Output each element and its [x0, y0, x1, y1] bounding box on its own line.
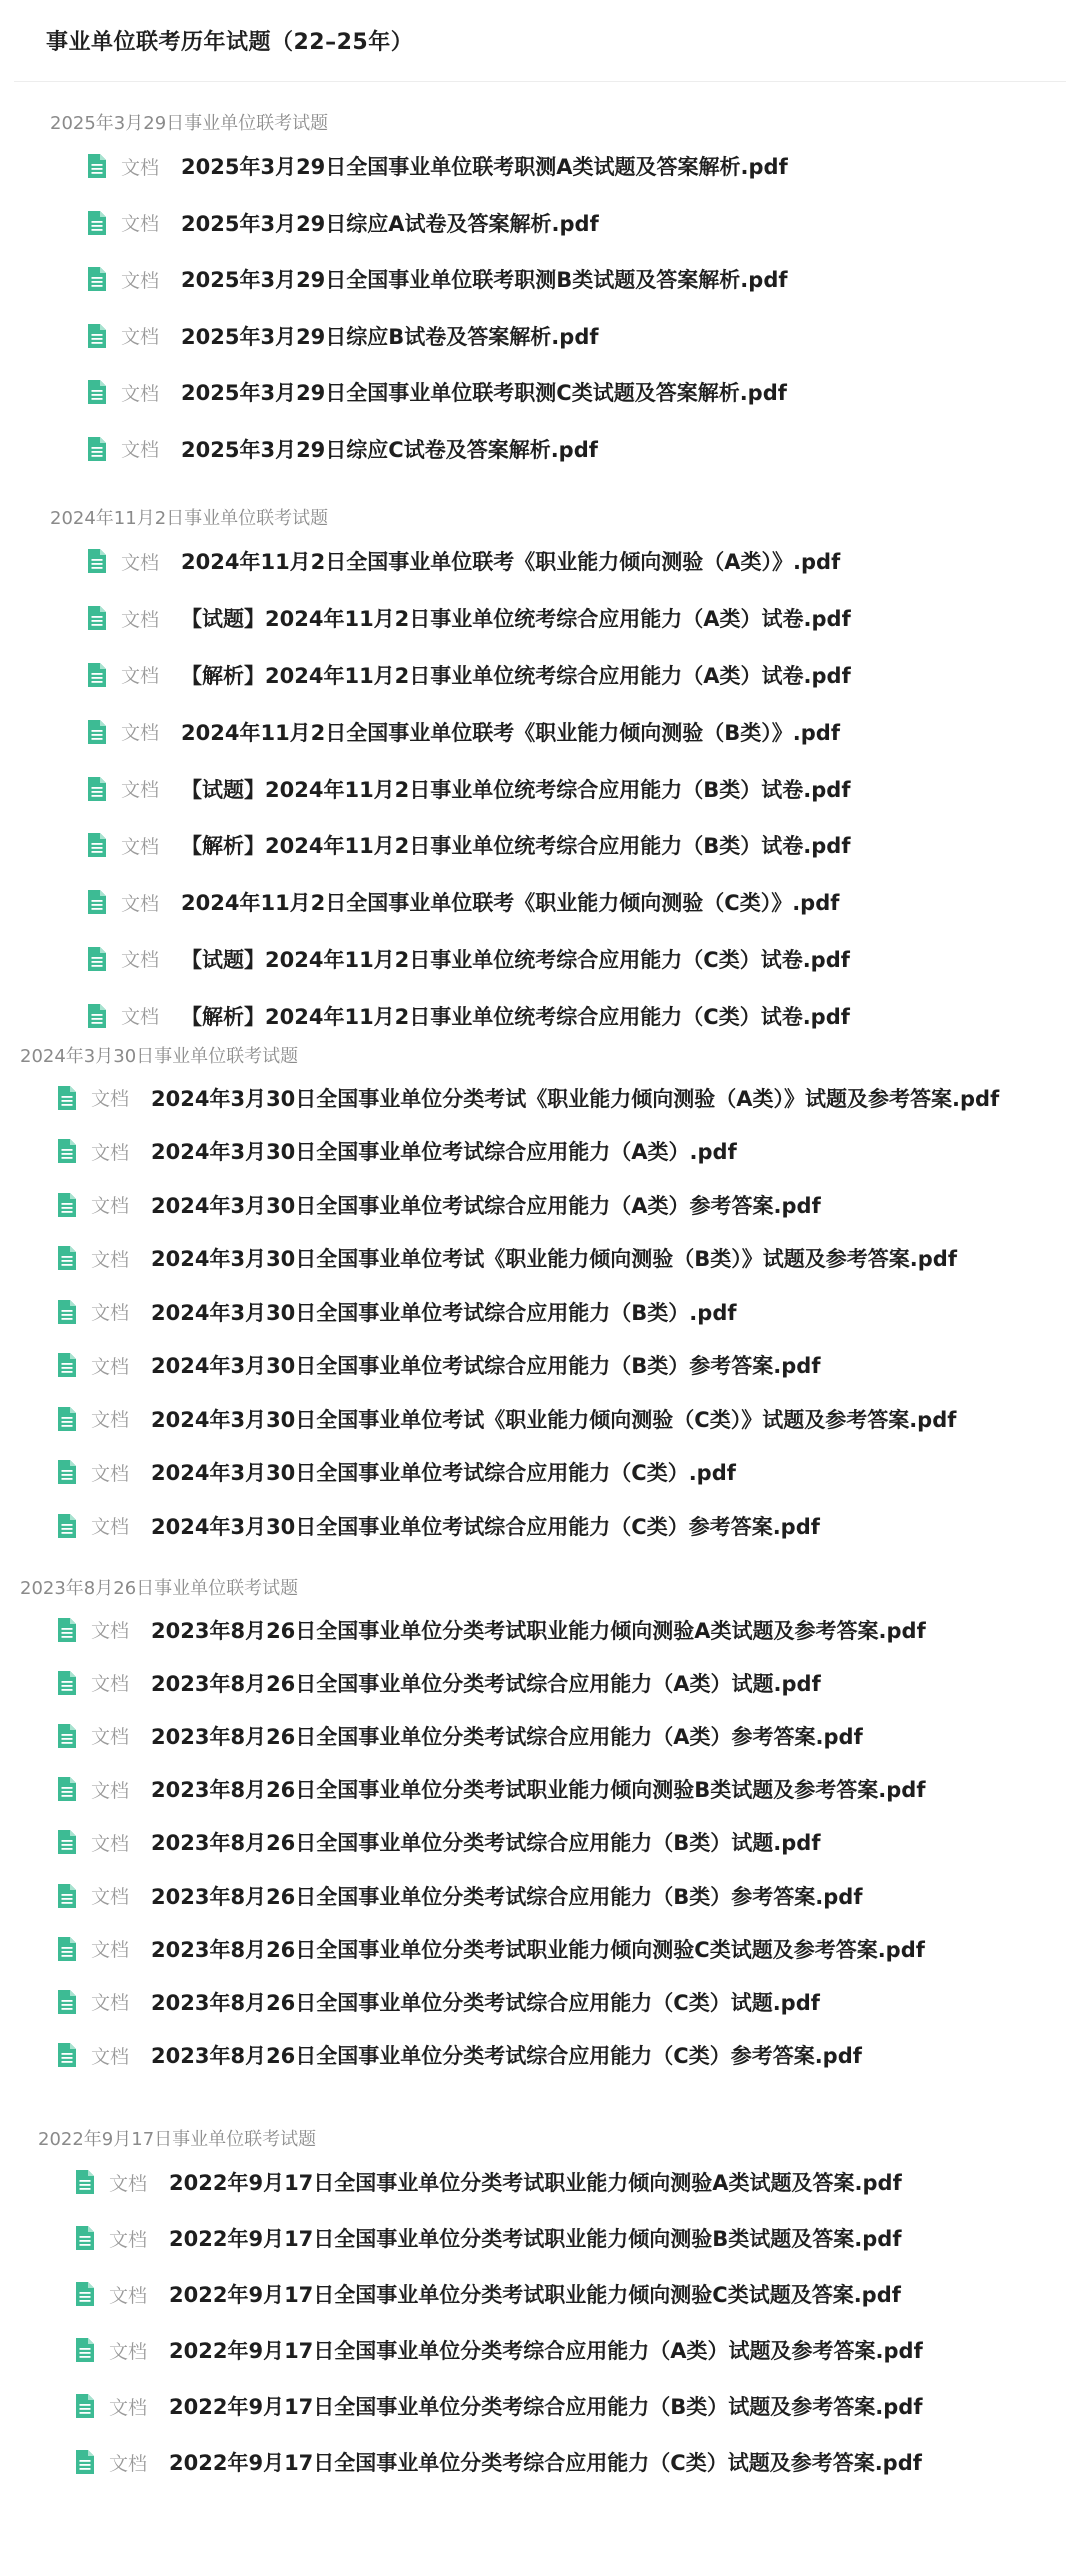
doc-type-label: 文档 — [91, 1248, 130, 1271]
page-header — [14, 0, 1066, 82]
document-icon — [87, 832, 107, 858]
file-link[interactable]: 2024年3月30日全国事业单位考试《职业能力倾向测验（B类）》试题及参考答案.pdf — [151, 1247, 957, 1272]
document-icon — [75, 2337, 95, 2363]
file-link[interactable]: 2023年8月26日全国事业单位分类考试综合应用能力（A类）试题.pdf — [151, 1671, 821, 1696]
file-link[interactable]: 【试题】2024年11月2日事业单位统考综合应用能力（B类）试卷.pdf — [181, 777, 851, 802]
doc-type-label: 文档 — [121, 156, 160, 179]
document-icon — [87, 210, 107, 236]
file-link[interactable]: 2024年3月30日全国事业单位考试综合应用能力（B类）.pdf — [151, 1300, 737, 1325]
doc-type-label: 文档 — [91, 1832, 130, 1855]
file-link[interactable]: 2024年3月30日全国事业单位考试综合应用能力（A类）.pdf — [151, 1140, 737, 1165]
doc-type-label: 文档 — [121, 269, 160, 292]
document-icon — [57, 1776, 77, 1802]
doc-type-label: 文档 — [121, 608, 160, 631]
file-row[interactable] — [0, 2154, 1080, 2210]
file-link[interactable]: 2024年3月30日全国事业单位考试综合应用能力（C类）.pdf — [151, 1461, 736, 1486]
file-row[interactable] — [0, 1071, 1080, 1125]
document-icon — [57, 1670, 77, 1696]
doc-type-label: 文档 — [121, 665, 160, 688]
document-icon — [87, 889, 107, 915]
file-row[interactable] — [0, 2210, 1080, 2266]
file-link[interactable]: 2022年9月17日全国事业单位分类考试职业能力倾向测验A类试题及答案.pdf — [169, 2171, 902, 2195]
doc-type-label: 文档 — [91, 1886, 130, 1909]
file-row[interactable] — [0, 138, 1080, 195]
doc-type-label: 文档 — [121, 551, 160, 574]
document-icon — [87, 1003, 107, 1029]
file-link[interactable]: 【解析】2024年11月2日事业单位统考综合应用能力（B类）试卷.pdf — [181, 834, 851, 859]
doc-type-label: 文档 — [121, 835, 160, 858]
section-heading: 2022年9月17日事业单位联考试题 — [38, 2129, 317, 2150]
file-link[interactable]: 2025年3月29日全国事业单位联考职测A类试题及答案解析.pdf — [181, 155, 788, 180]
document-icon — [87, 153, 107, 179]
file-row[interactable] — [0, 1603, 1080, 1656]
file-row[interactable] — [0, 590, 1080, 647]
file-row[interactable] — [0, 1446, 1080, 1500]
section — [0, 1043, 1080, 1553]
doc-type-label: 文档 — [91, 1779, 130, 1802]
file-link[interactable]: 2023年8月26日全国事业单位分类考试综合应用能力（C类）参考答案.pdf — [151, 2044, 862, 2069]
section-heading: 2025年3月29日事业单位联考试题 — [50, 113, 329, 134]
document-icon — [87, 605, 107, 631]
file-link[interactable]: 2023年8月26日全国事业单位分类考试综合应用能力（C类）试题.pdf — [151, 1990, 820, 2015]
doc-type-label: 文档 — [109, 2396, 148, 2419]
doc-type-label: 文档 — [109, 2452, 148, 2475]
doc-type-label: 文档 — [91, 1355, 130, 1378]
file-link[interactable]: 2023年8月26日全国事业单位分类考试职业能力倾向测验C类试题及参考答案.pdf — [151, 1937, 925, 1962]
doc-type-label: 文档 — [121, 722, 160, 745]
file-link[interactable]: 2025年3月29日综应B试卷及答案解析.pdf — [181, 324, 599, 349]
file-row[interactable] — [0, 1339, 1080, 1393]
file-row[interactable] — [0, 195, 1080, 252]
file-link[interactable]: 2023年8月26日全国事业单位分类考试综合应用能力（B类）参考答案.pdf — [151, 1884, 863, 1909]
document-icon — [75, 2225, 95, 2251]
doc-type-label: 文档 — [91, 1462, 130, 1485]
file-link[interactable]: 2023年8月26日全国事业单位分类考试职业能力倾向测验A类试题及参考答案.pdf — [151, 1618, 926, 1643]
document-icon — [87, 323, 107, 349]
document-icon — [57, 1352, 77, 1378]
file-row[interactable] — [0, 931, 1080, 988]
document-icon — [57, 1406, 77, 1432]
file-link[interactable]: 2022年9月17日全国事业单位分类考综合应用能力（B类）试题及参考答案.pdf — [169, 2395, 923, 2419]
file-row[interactable] — [0, 647, 1080, 704]
file-link[interactable]: 2022年9月17日全国事业单位分类考综合应用能力（A类）试题及参考答案.pdf — [169, 2339, 923, 2363]
file-row[interactable] — [0, 760, 1080, 817]
file-link[interactable]: 2025年3月29日全国事业单位联考职测C类试题及答案解析.pdf — [181, 381, 787, 406]
document-icon — [57, 1245, 77, 1271]
file-row[interactable] — [0, 987, 1080, 1044]
file-link[interactable]: 2024年3月30日全国事业单位分类考试《职业能力倾向测验（A类）》试题及参考答案.pdf — [151, 1086, 1000, 1111]
doc-type-label: 文档 — [109, 2340, 148, 2363]
document-icon — [57, 1936, 77, 1962]
file-link[interactable]: 【解析】2024年11月2日事业单位统考综合应用能力（C类）试卷.pdf — [181, 1004, 850, 1029]
document-icon — [57, 1723, 77, 1749]
file-link[interactable]: 【试题】2024年11月2日事业单位统考综合应用能力（C类）试卷.pdf — [181, 947, 850, 972]
doc-type-label: 文档 — [109, 2172, 148, 2195]
doc-type-label: 文档 — [91, 1409, 130, 1432]
doc-type-label: 文档 — [91, 1726, 130, 1749]
section-heading: 2024年3月30日事业单位联考试题 — [20, 1046, 299, 1067]
section — [0, 2126, 1080, 2490]
file-row[interactable] — [0, 1763, 1080, 1816]
file-row[interactable] — [0, 1709, 1080, 1762]
file-row[interactable] — [0, 1656, 1080, 1709]
file-link[interactable]: 2025年3月29日综应A试卷及答案解析.pdf — [181, 211, 599, 236]
doc-type-label: 文档 — [91, 1088, 130, 1111]
doc-type-label: 文档 — [121, 949, 160, 972]
file-link[interactable]: 2022年9月17日全国事业单位分类考试职业能力倾向测验B类试题及答案.pdf — [169, 2227, 902, 2251]
doc-type-label: 文档 — [121, 779, 160, 802]
file-row[interactable] — [0, 1285, 1080, 1339]
document-icon — [57, 1138, 77, 1164]
document-icon — [87, 946, 107, 972]
document-icon — [57, 1085, 77, 1111]
doc-type-label: 文档 — [91, 2045, 130, 2068]
section-heading: 2023年8月26日事业单位联考试题 — [20, 1578, 299, 1599]
file-link[interactable]: 2024年11月2日全国事业单位联考《职业能力倾向测验（C类）》.pdf — [181, 891, 840, 916]
file-link[interactable]: 2022年9月17日全国事业单位分类考试职业能力倾向测验C类试题及答案.pdf — [169, 2283, 901, 2307]
doc-type-label: 文档 — [91, 1195, 130, 1218]
document-icon — [57, 2042, 77, 2068]
file-link[interactable]: 2024年3月30日全国事业单位考试综合应用能力（C类）参考答案.pdf — [151, 1514, 820, 1539]
document-icon — [75, 2393, 95, 2419]
file-row[interactable] — [0, 1922, 1080, 1975]
page-title: 事业单位联考历年试题（22–25年） — [46, 30, 414, 55]
file-row[interactable] — [0, 308, 1080, 365]
doc-type-label: 文档 — [109, 2228, 148, 2251]
file-link[interactable]: 2025年3月29日综应C试卷及答案解析.pdf — [181, 437, 598, 462]
file-link[interactable]: 2023年8月26日全国事业单位分类考试综合应用能力（B类）试题.pdf — [151, 1831, 821, 1856]
section — [0, 1575, 1080, 2082]
file-row[interactable] — [0, 1392, 1080, 1446]
document-icon — [57, 1989, 77, 2015]
document-icon — [75, 2281, 95, 2307]
document-icon — [57, 1883, 77, 1909]
file-row[interactable] — [0, 533, 1080, 590]
file-row[interactable] — [0, 1125, 1080, 1179]
doc-type-label: 文档 — [109, 2284, 148, 2307]
document-icon — [57, 1829, 77, 1855]
file-link[interactable]: 2023年8月26日全国事业单位分类考试职业能力倾向测验B类试题及参考答案.pdf — [151, 1778, 926, 1803]
doc-type-label: 文档 — [91, 1673, 130, 1696]
file-row[interactable] — [0, 251, 1080, 308]
document-icon — [87, 379, 107, 405]
doc-type-label: 文档 — [121, 326, 160, 349]
file-row[interactable] — [0, 817, 1080, 874]
file-link[interactable]: 2024年11月2日全国事业单位联考《职业能力倾向测验（A类）》.pdf — [181, 550, 841, 575]
section-heading: 2024年11月2日事业单位联考试题 — [50, 508, 329, 529]
file-row[interactable] — [0, 2434, 1080, 2490]
doc-type-label: 文档 — [121, 439, 160, 462]
document-icon — [75, 2449, 95, 2475]
document-icon — [57, 1459, 77, 1485]
document-icon — [57, 1617, 77, 1643]
file-link[interactable]: 2024年3月30日全国事业单位考试《职业能力倾向测验（C类）》试题及参考答案.pdf — [151, 1407, 957, 1432]
file-link[interactable]: 2024年11月2日全国事业单位联考《职业能力倾向测验（B类）》.pdf — [181, 720, 840, 745]
file-row[interactable] — [0, 1499, 1080, 1553]
file-link[interactable]: 【试题】2024年11月2日事业单位统考综合应用能力（A类）试卷.pdf — [181, 607, 851, 632]
file-row[interactable] — [0, 1869, 1080, 1922]
doc-type-label: 文档 — [91, 1939, 130, 1962]
doc-type-label: 文档 — [121, 1006, 160, 1029]
file-link[interactable]: 2024年3月30日全国事业单位考试综合应用能力（A类）参考答案.pdf — [151, 1193, 821, 1218]
document-icon — [57, 1513, 77, 1539]
doc-type-label: 文档 — [91, 1302, 130, 1325]
document-icon — [57, 1192, 77, 1218]
document-icon — [75, 2169, 95, 2195]
file-row[interactable] — [0, 874, 1080, 931]
doc-type-label: 文档 — [91, 1141, 130, 1164]
doc-type-label: 文档 — [91, 1516, 130, 1539]
file-row[interactable] — [0, 1975, 1080, 2028]
section — [0, 505, 1080, 1044]
file-row[interactable] — [0, 2378, 1080, 2434]
file-row[interactable] — [0, 2266, 1080, 2322]
doc-type-label: 文档 — [121, 382, 160, 405]
file-row[interactable] — [0, 2029, 1080, 2082]
file-row[interactable] — [0, 703, 1080, 760]
file-row[interactable] — [0, 1232, 1080, 1286]
section — [0, 110, 1080, 477]
doc-type-label: 文档 — [91, 1992, 130, 2015]
file-row[interactable] — [0, 364, 1080, 421]
document-icon — [87, 548, 107, 574]
document-icon — [87, 436, 107, 462]
file-link[interactable]: 【解析】2024年11月2日事业单位统考综合应用能力（A类）试卷.pdf — [181, 663, 851, 688]
document-icon — [57, 1299, 77, 1325]
doc-type-label: 文档 — [121, 892, 160, 915]
file-row[interactable] — [0, 1816, 1080, 1869]
file-row[interactable] — [0, 2322, 1080, 2378]
file-link[interactable]: 2025年3月29日全国事业单位联考职测B类试题及答案解析.pdf — [181, 268, 788, 293]
document-icon — [87, 662, 107, 688]
file-link[interactable]: 2024年3月30日全国事业单位考试综合应用能力（B类）参考答案.pdf — [151, 1354, 821, 1379]
file-link[interactable]: 2022年9月17日全国事业单位分类考综合应用能力（C类）试题及参考答案.pdf — [169, 2451, 922, 2475]
doc-type-label: 文档 — [121, 213, 160, 236]
document-icon — [87, 719, 107, 745]
document-icon — [87, 776, 107, 802]
file-link[interactable]: 2023年8月26日全国事业单位分类考试综合应用能力（A类）参考答案.pdf — [151, 1724, 863, 1749]
document-icon — [87, 266, 107, 292]
file-row[interactable] — [0, 421, 1080, 478]
doc-type-label: 文档 — [91, 1620, 130, 1643]
file-row[interactable] — [0, 1178, 1080, 1232]
